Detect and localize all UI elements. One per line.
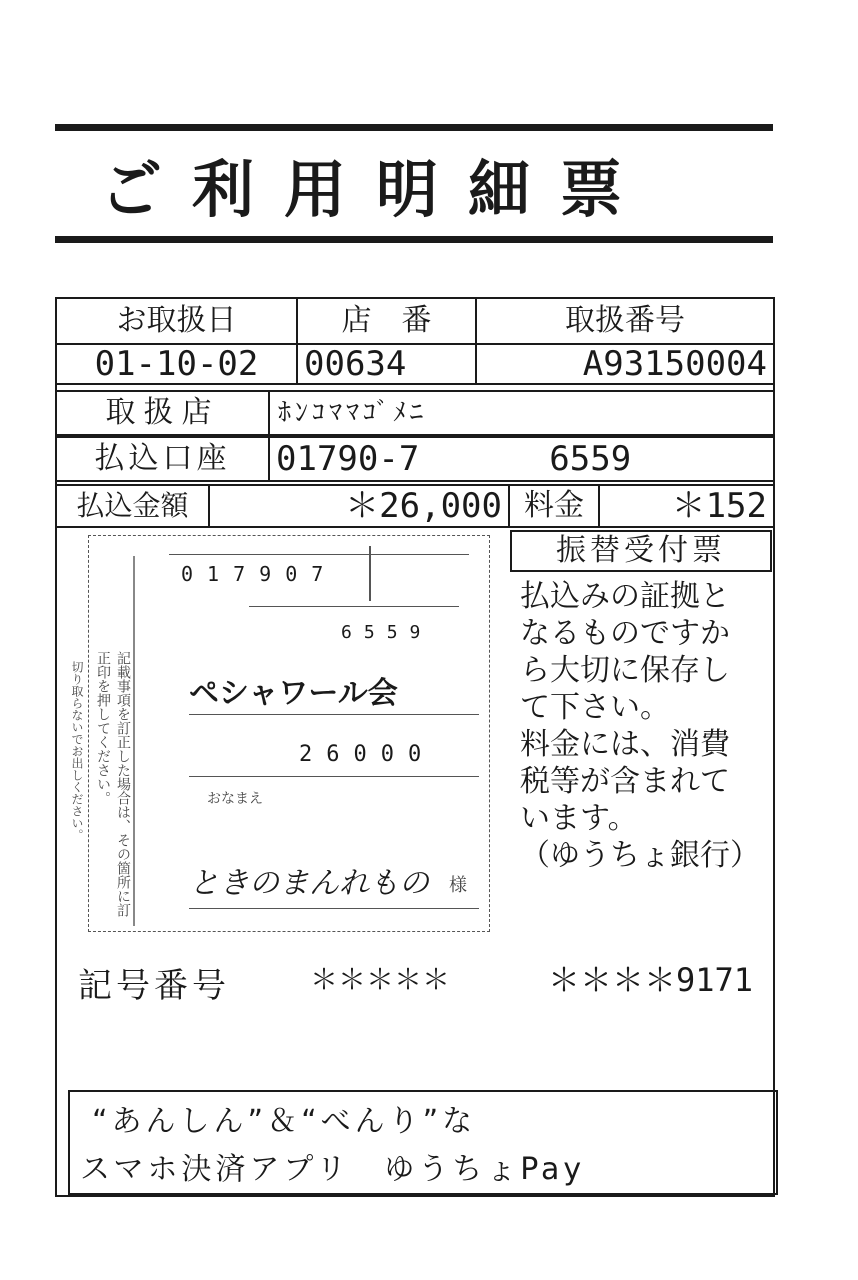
digit: 2 — [299, 742, 327, 767]
stub-account-number — [341, 622, 432, 643]
digit: 7 — [233, 562, 260, 586]
grid-tick — [189, 908, 479, 909]
account-number: 6559 — [549, 439, 632, 479]
digit: 0 — [285, 562, 312, 586]
store-no-label: 店 番 — [296, 297, 477, 345]
serial-symbol: ＊＊＊＊＊ — [310, 963, 451, 996]
notice-line: ら大切に保存し — [520, 653, 730, 688]
depositor-name: ときのまんれもの — [189, 866, 429, 901]
grid-tick — [189, 776, 479, 777]
digit: 0 — [408, 742, 436, 767]
correction-note: 記載事項を訂正した場合は、その箇所に訂正印を押してください。 — [95, 651, 131, 917]
cut-note: 切り取らないでお出しください。 — [70, 661, 84, 841]
account-value-box — [268, 436, 775, 482]
fee-value: ＊152 — [598, 484, 775, 528]
sama-suffix: 様 — [449, 875, 467, 896]
amount-value: ＊26,000 — [208, 484, 510, 528]
title-rule-top — [55, 124, 773, 131]
notice-line: （ゆうちょ銀行） — [520, 838, 760, 873]
branch-value: ﾎﾝｺﾏﾏｺﾞﾒﾆ — [268, 390, 775, 436]
grid-tick — [189, 714, 479, 715]
account-label: 払込口座 — [55, 436, 270, 482]
serial-number: ＊＊＊＊9171 — [548, 961, 754, 999]
notice-line: います。 — [520, 801, 638, 836]
fee-label: 料金 — [508, 484, 600, 528]
digit: 7 — [311, 562, 338, 586]
grid-tick — [169, 554, 469, 555]
amount-label: 払込金額 — [55, 484, 210, 528]
account-code: 01790-7 — [276, 439, 420, 479]
notice-line: なるものですか — [520, 616, 730, 651]
footer-line-1: “あんしん”＆“べんり”な — [92, 1104, 477, 1139]
payee-name: ペシャワール会 — [189, 676, 398, 711]
store-no-value: 00634 — [296, 343, 477, 385]
branch-label: 取扱店 — [55, 390, 270, 436]
digit: 9 — [259, 562, 286, 586]
grid-tick — [249, 606, 459, 607]
notice-line: 払込みの証拠と — [520, 579, 730, 614]
digit: 5 — [386, 622, 410, 643]
handling-no-value: A93150004 — [475, 343, 775, 385]
serial-label: 記号番号 — [78, 966, 230, 1006]
name-prefix: おなまえ — [207, 791, 263, 807]
digit: 9 — [409, 622, 433, 643]
stub-account-code — [181, 562, 337, 586]
notice-line: 税等が含まれて — [520, 764, 730, 799]
title-rule-bottom — [55, 236, 773, 243]
footer-line-2: スマホ決済アプリ ゆうちょPay — [80, 1152, 586, 1187]
receipt-label: 振替受付票 — [510, 530, 772, 572]
stub-divider — [133, 556, 135, 926]
digit: 0 — [353, 742, 381, 767]
handling-no-label: 取扱番号 — [475, 297, 775, 345]
receipt-notice — [520, 578, 775, 874]
digit: 1 — [207, 562, 234, 586]
date-label: お取扱日 — [55, 297, 298, 345]
digit: 6 — [326, 742, 354, 767]
grid-tick — [369, 546, 371, 601]
stub-amount — [299, 742, 435, 767]
digit: 5 — [363, 622, 387, 643]
date-value: 01-10-02 — [55, 343, 298, 385]
digit: 6 — [341, 622, 364, 643]
digit: 0 — [380, 742, 408, 767]
digit: 0 — [181, 562, 208, 586]
notice-line: 料金には、消費 — [520, 727, 730, 762]
page-title: ご利用明細票 — [100, 153, 653, 226]
notice-line: て下さい。 — [520, 690, 670, 725]
transfer-slip-stub — [70, 535, 490, 932]
